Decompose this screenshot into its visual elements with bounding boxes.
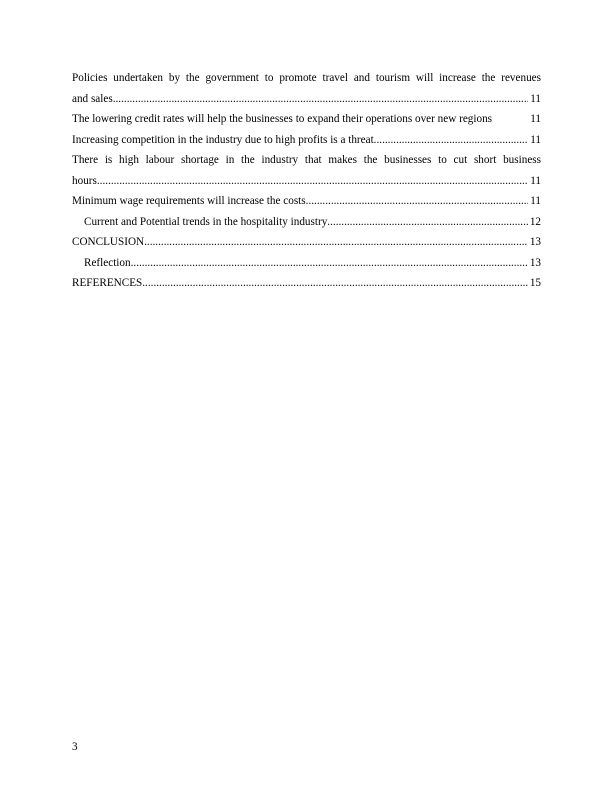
toc-entry[interactable] <box>72 212 541 233</box>
page-number: 3 <box>72 741 78 753</box>
toc-entry-page-number: 11 <box>530 113 541 125</box>
dot-leader <box>376 130 528 151</box>
toc-entry[interactable] <box>72 109 541 130</box>
toc-entry-title: Current and Potential trends in the hospitality industry <box>84 215 328 228</box>
toc-entry-title: REFERENCES <box>72 277 143 289</box>
toc-entry-page-number: 11 <box>530 195 541 207</box>
toc-entry-title: CONCLUSION <box>72 236 145 248</box>
dot-leader <box>327 212 528 233</box>
toc-entry-line <box>72 109 541 130</box>
toc-entry-title: Minimum wage requirements will increase the costs <box>72 195 306 207</box>
toc-entry-title: Increasing competition in the industry due to high profits is a threat. <box>72 133 377 146</box>
toc-entry-title: hours <box>72 174 97 187</box>
dot-leader <box>131 253 528 274</box>
toc-entry-page-number: 15 <box>529 277 541 289</box>
toc-entry-page-number: 11 <box>530 174 541 187</box>
toc-entry-line <box>72 89 541 110</box>
toc-entry[interactable] <box>72 232 541 253</box>
toc-entry-title: Reflection <box>84 256 131 269</box>
toc-entry[interactable] <box>72 68 541 109</box>
toc-entry-line <box>72 130 541 151</box>
toc-entry-line <box>84 253 541 274</box>
toc-entry[interactable] <box>72 150 541 191</box>
toc-entry[interactable] <box>72 191 541 212</box>
toc-entry-text-first-line: There is high labour shortage in the industry that makes the businesses to cut short business <box>72 154 541 166</box>
toc-entry-text-first-line: Policies undertaken by the government to promote travel and tourism will increase the revenues <box>72 72 541 84</box>
toc-entry-page-number: 11 <box>530 133 541 146</box>
toc-entry-page-number: 12 <box>529 215 541 228</box>
table-of-contents <box>72 68 541 294</box>
toc-entry-title: and sales <box>72 92 113 105</box>
toc-entry-title: The lowering credit rates will help the businesses to expand their operations over new regions <box>72 113 493 125</box>
toc-entry-line <box>72 273 541 294</box>
dot-leader <box>142 273 528 294</box>
toc-entry-line <box>72 232 541 253</box>
toc-entry-page-number: 11 <box>530 92 541 105</box>
dot-leader <box>113 89 529 110</box>
toc-entry-line <box>72 191 541 212</box>
dot-leader <box>97 171 528 192</box>
dot-leader <box>144 232 528 253</box>
toc-entry-line <box>72 171 541 192</box>
toc-entry-page-number: 13 <box>529 256 541 269</box>
toc-entry[interactable] <box>72 273 541 294</box>
toc-entry-page-number: 13 <box>529 236 541 248</box>
toc-entry-line <box>84 212 541 233</box>
dot-leader <box>306 191 529 212</box>
toc-entry[interactable] <box>72 253 541 274</box>
toc-entry[interactable] <box>72 130 541 151</box>
